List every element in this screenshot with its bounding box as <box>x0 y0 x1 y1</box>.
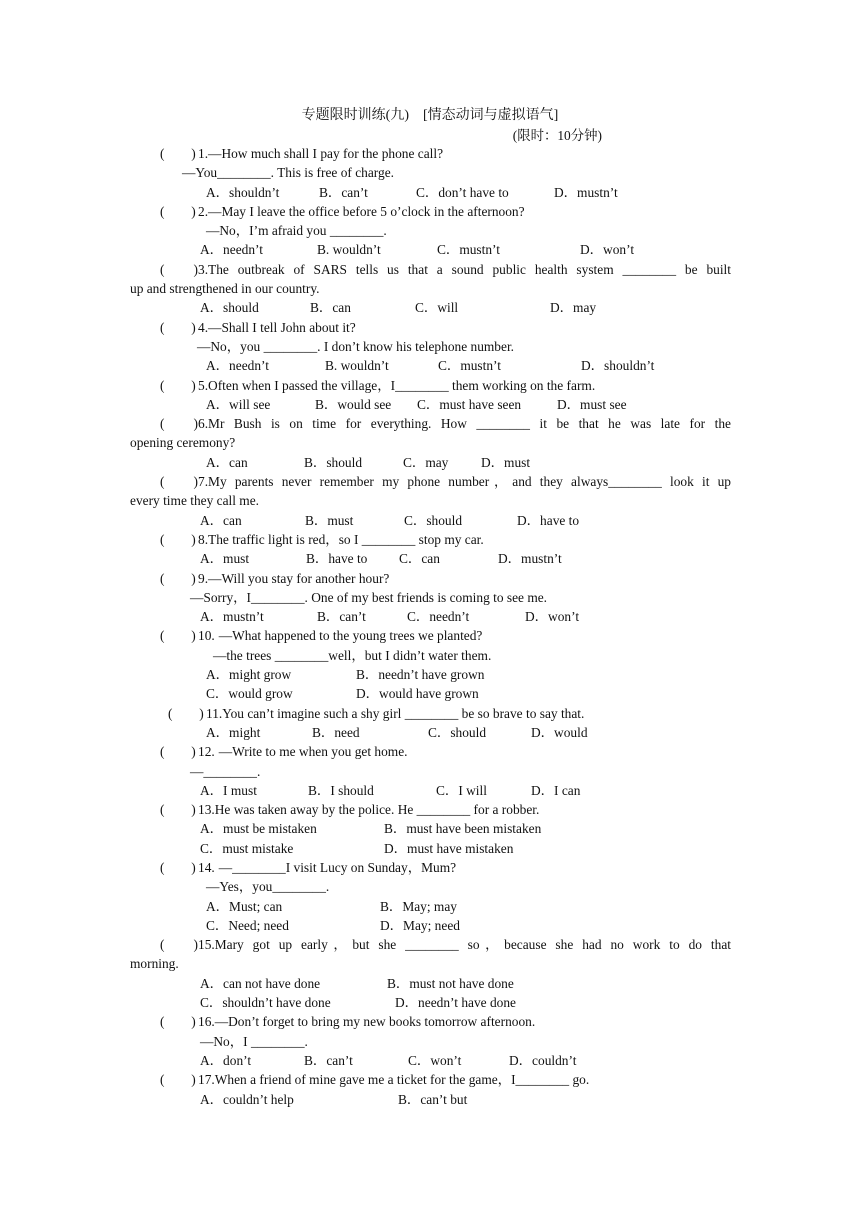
option-d: D．mustn’t <box>498 551 562 567</box>
question-stem: Mary got up early，but she ________ so，because she had no work to do that <box>214 937 731 953</box>
option-c: C．must have seen <box>417 396 522 412</box>
question-stem-cont: opening ceremony? <box>130 435 236 451</box>
option-a: A．needn’t <box>206 358 269 374</box>
question-number: 3. <box>198 261 209 277</box>
answer-paren: ( ) <box>160 261 198 277</box>
option-b: B．should <box>304 454 363 470</box>
option-b: B．can’t <box>304 1052 353 1068</box>
question-reply: —No，you ________. I don’t know his telephone number. <box>197 338 515 354</box>
answer-paren: ( ) <box>160 531 196 547</box>
option-c: C．should <box>404 512 463 528</box>
option-b: B．needn’t have grown <box>356 667 485 683</box>
question-number: 16. <box>198 1014 215 1030</box>
answer-paren: ( ) <box>160 416 198 432</box>
question-stem: He was taken away by the police. He ________ for a robber. <box>214 802 540 818</box>
question-17 <box>130 1070 731 1109</box>
question-stem: —________I visit Lucy on Sunday，Mum? <box>218 859 457 875</box>
question-number: 11. <box>206 705 223 721</box>
answer-paren: ( ) <box>160 628 196 644</box>
question-number: 17. <box>198 1072 215 1088</box>
question-10 <box>130 626 731 703</box>
option-d: D．I can <box>531 782 581 798</box>
option-d: D．must have mistaken <box>384 840 514 856</box>
answer-paren: ( ) <box>160 570 196 586</box>
option-d: D．May; need <box>380 917 460 933</box>
question-8 <box>130 530 731 569</box>
option-a: A．might <box>206 724 261 740</box>
option-a: A．Must; can <box>206 898 283 914</box>
option-d: D．must see <box>557 396 627 412</box>
question-reply: —No，I’m afraid you ________. <box>206 223 387 239</box>
option-a: A．can <box>200 512 242 528</box>
option-d: D．would have grown <box>356 686 479 702</box>
question-stem: —What happened to the young trees we planted? <box>218 628 483 644</box>
option-d: D．have to <box>517 512 580 528</box>
option-c: C．would grow <box>206 686 293 702</box>
option-a: A．can not have done <box>200 975 321 991</box>
answer-paren: ( ) <box>160 203 196 219</box>
option-c: C．should <box>428 724 487 740</box>
option-d: D．may <box>550 300 597 316</box>
option-a: A．must be mistaken <box>200 821 317 837</box>
answer-paren: ( ) <box>168 705 204 721</box>
question-stem: —Write to me when you get home. <box>218 744 408 760</box>
option-a: A．shouldn’t <box>206 184 280 200</box>
option-a: A．couldn’t help <box>200 1091 294 1107</box>
option-c: C．can <box>399 551 440 567</box>
option-b: B. wouldn’t <box>325 358 389 374</box>
answer-paren: ( ) <box>160 1014 196 1030</box>
option-c: C．mustn’t <box>437 242 500 258</box>
question-number: 2. <box>198 203 209 219</box>
option-a: A．can <box>206 454 248 470</box>
option-d: D．mustn’t <box>554 184 618 200</box>
question-reply: —Sorry，I________. One of my best friends is coming to see me. <box>190 589 548 605</box>
answer-paren: ( ) <box>160 319 196 335</box>
question-list <box>130 144 731 1109</box>
question-1 <box>130 144 731 202</box>
option-c: C．I will <box>436 782 487 798</box>
option-b: B．need <box>312 724 360 740</box>
question-3 <box>130 260 731 318</box>
option-d: D．couldn’t <box>509 1052 577 1068</box>
option-c: C．mustn’t <box>438 358 501 374</box>
answer-paren: ( ) <box>160 744 196 760</box>
question-stem: Mr Bush is on time for everything. How ________ it be that he was late for the <box>208 416 731 432</box>
option-a: A．should <box>200 300 259 316</box>
option-b: B．have to <box>306 551 368 567</box>
question-number: 8. <box>198 531 209 547</box>
question-stem: My parents never remember my phone number，and they always________ look it up <box>208 474 731 490</box>
question-14 <box>130 858 731 935</box>
option-a: A．might grow <box>206 667 292 683</box>
option-b: B．I should <box>308 782 374 798</box>
answer-paren: ( ) <box>160 1072 196 1088</box>
question-stem: —Will you stay for another hour? <box>208 570 390 586</box>
question-reply: —the trees ________well，but I didn’t water them. <box>213 647 492 663</box>
answer-paren: ( ) <box>160 377 196 393</box>
option-b: B．would see <box>315 396 392 412</box>
question-stem: The traffic light is red，so I ________ stop my car. <box>208 531 484 547</box>
question-number: 15. <box>198 937 215 953</box>
question-number: 1. <box>198 146 209 161</box>
question-stem: Often when I passed the village，I________ them working on the farm. <box>208 377 596 393</box>
question-number: 9. <box>198 570 209 586</box>
answer-paren: ( ) <box>160 146 196 161</box>
answer-paren: ( ) <box>160 474 198 490</box>
option-d: D．shouldn’t <box>581 358 655 374</box>
option-c: C．must mistake <box>200 840 294 856</box>
option-d: D．would <box>531 724 588 740</box>
option-b: B. wouldn’t <box>317 242 381 258</box>
answer-paren: ( ) <box>160 937 198 953</box>
option-c: C．will <box>415 300 459 316</box>
option-c: C．shouldn’t have done <box>200 995 331 1011</box>
answer-paren: ( ) <box>160 802 196 818</box>
option-a: A．will see <box>206 396 271 412</box>
question-reply: —No，I ________. <box>200 1033 308 1049</box>
answer-paren: ( ) <box>160 859 196 875</box>
question-stem: You can’t imagine such a shy girl ________ be so brave to say that. <box>222 705 585 721</box>
option-c: C．won’t <box>408 1052 462 1068</box>
option-a: A．mustn’t <box>200 609 264 625</box>
question-stem: —Shall I tell John about it? <box>208 319 356 335</box>
question-number: 7. <box>198 474 209 490</box>
question-stem: —How much shall I pay for the phone call? <box>208 146 444 161</box>
question-number: 14. <box>198 859 215 875</box>
question-number: 10. <box>198 628 215 644</box>
option-a: A．don’t <box>200 1052 252 1068</box>
question-9 <box>130 569 731 627</box>
option-b: B．must have been mistaken <box>384 821 542 837</box>
option-b: B．must not have done <box>387 975 514 991</box>
question-5 <box>130 376 731 415</box>
option-b: B．can’t <box>319 184 368 200</box>
option-a: A．must <box>200 551 250 567</box>
option-c: C．may <box>403 454 449 470</box>
question-stem-cont: up and strengthened in our country. <box>130 281 320 297</box>
option-d: D．won’t <box>525 609 580 625</box>
question-12 <box>130 742 731 800</box>
option-c: C．don’t have to <box>416 184 509 200</box>
question-13 <box>130 800 731 858</box>
option-b: B．May; may <box>380 898 457 914</box>
question-stem: When a friend of mine gave me a ticket for the game，I________ go. <box>214 1072 590 1088</box>
question-15 <box>130 935 731 1012</box>
worksheet-title: 专题限时训练(九) [情态动词与虚拟语气] <box>301 108 559 123</box>
option-a: A．needn’t <box>200 242 263 258</box>
question-number: 6. <box>198 416 209 432</box>
question-number: 4. <box>198 319 209 335</box>
question-number: 12. <box>198 744 215 760</box>
question-stem-cont: every time they call me. <box>130 493 260 509</box>
question-16 <box>130 1012 731 1070</box>
time-limit: (限时：10分钟) <box>512 128 602 143</box>
question-reply: —You________. This is free of charge. <box>182 165 394 181</box>
question-reply: —Yes，you________. <box>206 879 330 895</box>
question-6 <box>130 414 731 472</box>
question-4 <box>130 318 731 376</box>
question-11 <box>130 704 731 743</box>
question-7 <box>130 472 731 530</box>
option-b: B．can’t but <box>398 1091 468 1107</box>
option-a: A．I must <box>200 782 257 798</box>
question-reply: —________. <box>190 763 261 779</box>
option-b: B．can <box>310 300 351 316</box>
question-2 <box>130 202 731 260</box>
question-stem-cont: morning. <box>130 956 179 972</box>
option-d: D．won’t <box>580 242 635 258</box>
option-d: D．needn’t have done <box>395 995 516 1011</box>
question-stem: The outbreak of SARS tells us that a sound public health system ________ be built <box>208 261 731 277</box>
option-c: C．Need; need <box>206 917 289 933</box>
option-b: B．can’t <box>317 609 366 625</box>
question-number: 5. <box>198 377 209 393</box>
option-b: B．must <box>305 512 354 528</box>
question-stem: —May I leave the office before 5 o’clock in the afternoon? <box>208 203 525 219</box>
question-stem: —Don’t forget to bring my new books tomorrow afternoon. <box>214 1014 536 1030</box>
option-c: C．needn’t <box>407 609 470 625</box>
question-number: 13. <box>198 802 215 818</box>
option-d: D．must <box>481 454 531 470</box>
